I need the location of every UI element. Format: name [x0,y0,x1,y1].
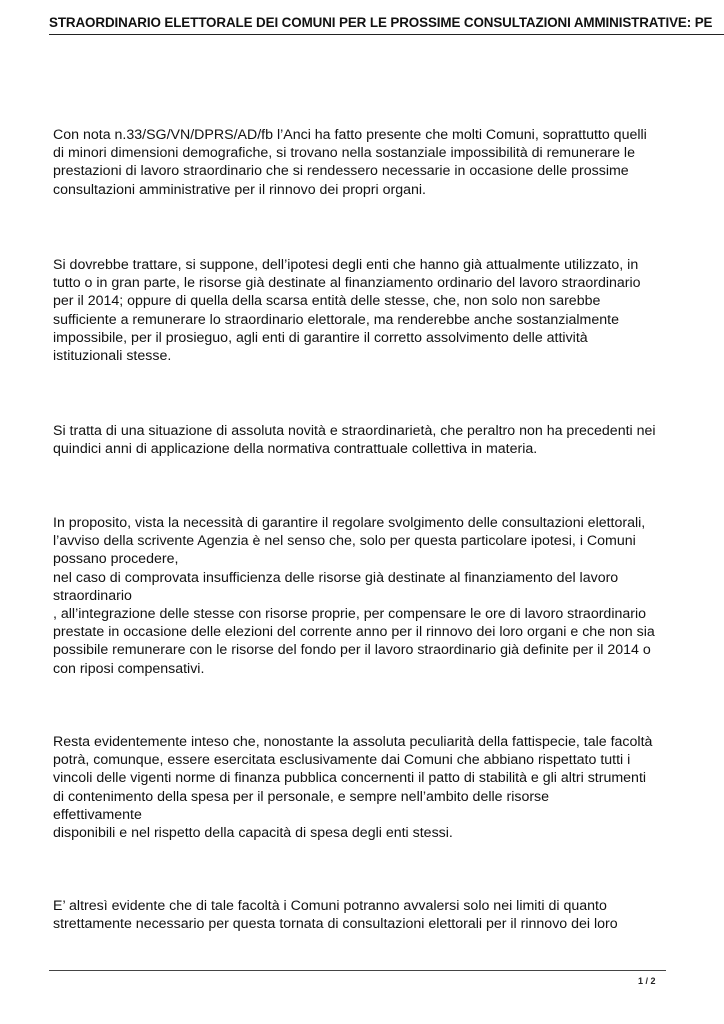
text-line: possano procedere, [53,551,179,568]
text-line: con riposi compensativi. [53,660,205,677]
text-line: straordinario [53,587,132,604]
text-line: potrà, comunque, essere esercitata esclusivamente dai Comuni che abbiano rispettato tutti i [53,752,631,769]
text-line: Con nota n.33/SG/VN/DPRS/AD/fb l’Anci ha fatto presente che molti Comuni, soprattutto quelli [53,127,647,143]
text-line: di minori dimensioni demografiche, si trovano nella sostanziale impossibilità di remunerare le [53,145,635,162]
text-line: , all’integrazione delle stesse con risorse proprie, per compensare le ore di lavoro straordinario [53,606,647,623]
text-line: tutto o in gran parte, le risorse già destinate al finanziamento ordinario del lavoro straordinario [53,275,641,292]
header [49,14,724,32]
text-line: disponibili e nel rispetto della capacità di spesa degli enti stessi. [53,825,453,842]
text-line: effettivamente [53,806,142,823]
page-title: STRAORDINARIO ELETTORALE DEI COMUNI PER LE PROSSIME CONSULTAZIONI AMMINISTRATIVE: PE [49,15,713,30]
text-line: quindici anni di applicazione della normativa contrattuale collettiva in materia. [53,441,538,458]
footer-divider [49,970,666,971]
paragraph-1 [53,126,683,199]
text-line: E’ altresì evidente che di tale facoltà i Comuni potranno avvalersi solo nei limiti di quanto [53,898,607,914]
text-line: prestate in occasione delle elezioni del corrente anno per il rinnovo dei loro organi e che non sia [53,624,655,641]
text-line: prestazioni di lavoro straordinario che si rendessero necessarie in occasione delle prossime [53,163,629,180]
paragraph-2 [53,256,683,365]
text-line: per il 2014; oppure di quella della scarsa entità delle stesse, che, non solo non sarebbe [53,293,601,310]
paragraph-3 [53,422,683,458]
text-line: l’avviso della scrivente Agenzia è nel senso che, solo per questa particolare ipotesi, i Comuni [53,533,636,550]
header-divider [49,34,724,35]
paragraph-6 [53,897,683,933]
text-line: istituzionali stesse. [53,348,172,365]
text-line: In proposito, vista la necessità di garantire il regolare svolgimento delle consultazioni elettorali, [53,515,646,531]
text-line: nel caso di comprovata insufficienza delle risorse già destinate al finanziamento del lavoro [53,569,619,586]
paragraph-4 [53,514,683,678]
text-line: vincoli delle vigenti norme di finanza pubblica concernenti il patto di stabilità e gli altri strumenti [53,770,647,787]
text-line: strettamente necessario per questa tornata di consultazioni elettorali per il rinnovo dei loro [53,916,618,933]
text-line: Resta evidentemente inteso che, nonostante la assoluta peculiarità della fattispecie, tale facoltà [53,734,653,750]
text-line: consultazioni amministrative per il rinnovo dei propri organi. [53,181,426,198]
text-line: sufficiente a remunerare lo straordinario elettorale, ma renderebbe anche sostanzialmente [53,311,619,328]
paragraph-5 [53,733,683,842]
text-line: di contenimento della spesa per il personale, e sempre nell’ambito delle risorse [53,788,550,805]
text-line: possibile remunerare con le risorse del fondo per il lavoro straordinario già definite per il 2014 o [53,642,651,659]
text-line: Si dovrebbe trattare, si suppone, dell’ipotesi degli enti che hanno già attualmente utilizzato, in [53,257,639,273]
text-line: impossibile, per il prosieguo, agli enti di garantire il corretto assolvimento delle attività [53,329,588,346]
document-body [53,126,683,946]
text-line: Si tratta di una situazione di assoluta novità e straordinarietà, che peraltro non ha precedenti nei [53,423,656,439]
page-number: 1 / 2 [638,976,656,986]
